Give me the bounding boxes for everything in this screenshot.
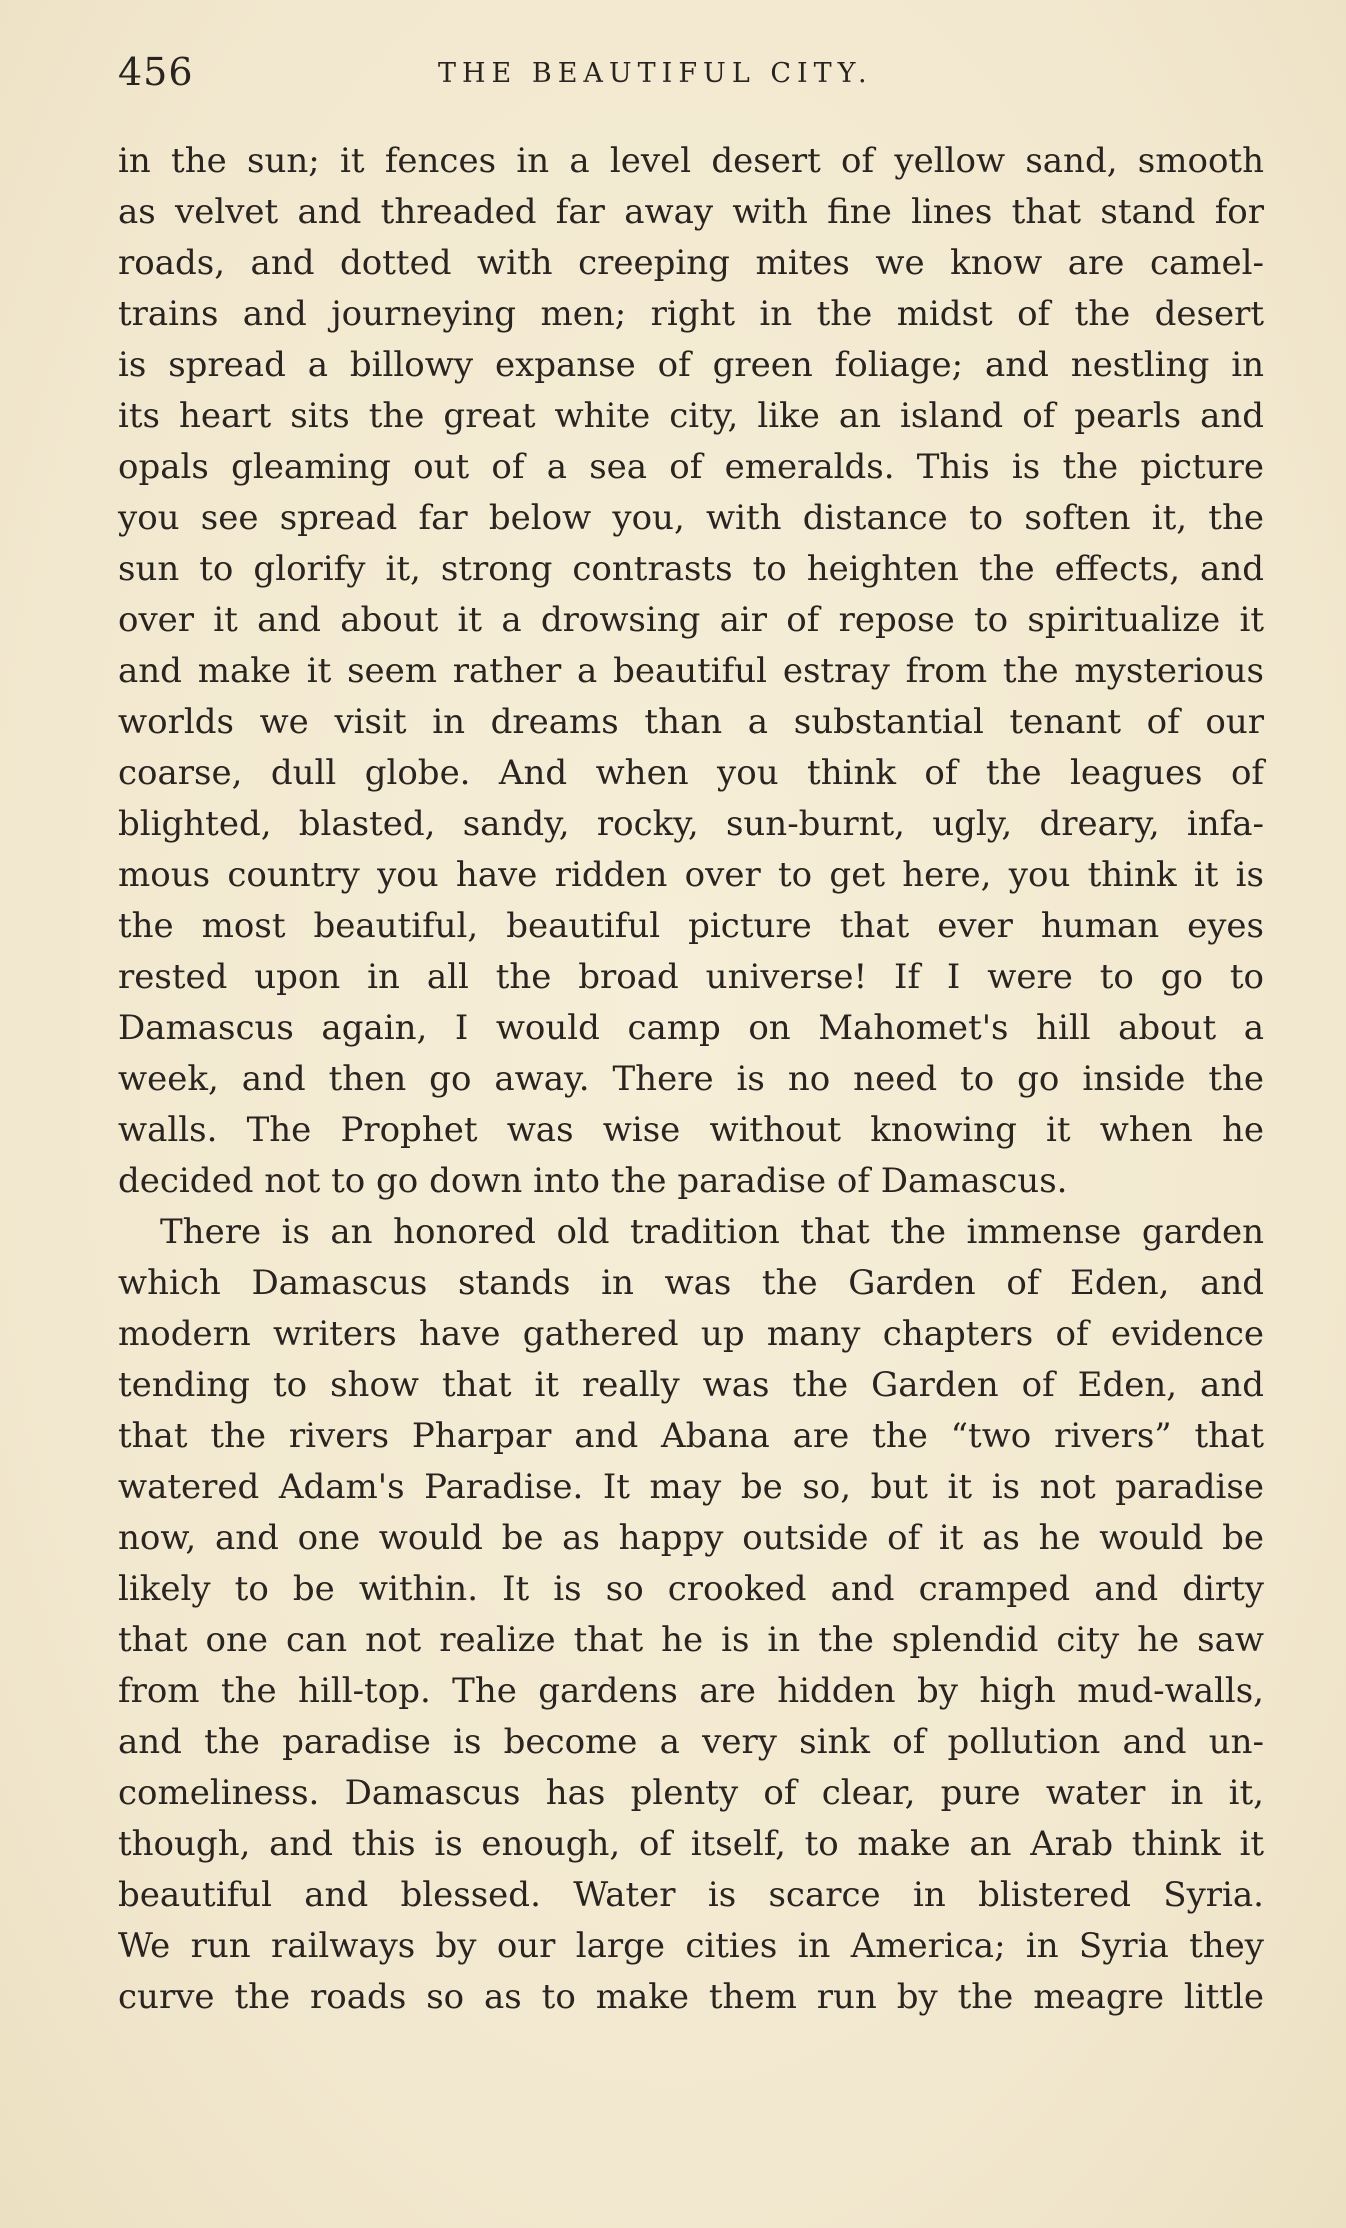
text-line: and make it seem rather a beautiful estray from the mysterious — [118, 651, 1264, 691]
text-line: We run railways by our large cities in America; in Syria they — [118, 1926, 1264, 1966]
text-line: and the paradise is become a very sink of pollution and un- — [118, 1722, 1264, 1762]
running-head — [118, 50, 1268, 110]
text-line: Damascus again, I would camp on Mahomet's hill about a — [118, 1008, 1264, 1048]
text-line: as velvet and threaded far away with fine lines that stand for — [118, 192, 1264, 232]
text-line: that the rivers Pharpar and Abana are the “two rivers” that — [118, 1416, 1264, 1456]
page-number: 456 — [118, 50, 194, 94]
text-line: which Damascus stands in was the Garden of Eden, and — [118, 1263, 1264, 1303]
text-line: tending to show that it really was the Garden of Eden, and — [118, 1365, 1264, 1405]
text-line: trains and journeying men; right in the midst of the desert — [118, 294, 1264, 334]
text-line: now, and one would be as happy outside of it as he would be — [118, 1518, 1264, 1558]
text-line: watered Adam's Paradise. It may be so, but it is not paradise — [118, 1467, 1264, 1507]
text-line: sun to glorify it, strong contrasts to heighten the effects, and — [118, 549, 1264, 589]
text-line: in the sun; it fences in a level desert of yellow sand, smooth — [118, 141, 1264, 181]
text-line: worlds we visit in dreams than a substantial tenant of our — [118, 702, 1264, 742]
text-line: the most beautiful, beautiful picture that ever human eyes — [118, 906, 1264, 946]
text-line: over it and about it a drowsing air of repose to spiritualize it — [118, 600, 1264, 640]
text-line: walls. The Prophet was wise without knowing it when he — [118, 1110, 1264, 1150]
text-line: is spread a billowy expanse of green foliage; and nestling in — [118, 345, 1264, 385]
text-line: blighted, blasted, sandy, rocky, sun-burnt, ugly, dreary, infa- — [118, 804, 1264, 844]
body-text — [118, 136, 1264, 2023]
text-line: likely to be within. It is so crooked and cramped and dirty — [118, 1569, 1264, 1609]
text-line: from the hill-top. The gardens are hidden by high mud-walls, — [118, 1671, 1264, 1711]
text-line: though, and this is enough, of itself, to make an Arab think it — [118, 1824, 1264, 1864]
text-line: comeliness. Damascus has plenty of clear, pure water in it, — [118, 1773, 1264, 1813]
text-line: coarse, dull globe. And when you think of the leagues of — [118, 753, 1264, 793]
text-line: mous country you have ridden over to get here, you think it is — [118, 855, 1264, 895]
running-title: THE BEAUTIFUL CITY. — [438, 58, 873, 89]
text-line: its heart sits the great white city, like an island of pearls and — [118, 396, 1264, 436]
text-line: roads, and dotted with creeping mites we know are camel- — [118, 243, 1264, 283]
text-line: modern writers have gathered up many chapters of evidence — [118, 1314, 1264, 1354]
text-line: week, and then go away. There is no need to go inside the — [118, 1059, 1264, 1099]
text-line: opals gleaming out of a sea of emeralds. This is the picture — [118, 447, 1264, 487]
text-line: curve the roads so as to make them run by the meagre little — [118, 1977, 1264, 2017]
text-line: that one can not realize that he is in the splendid city he saw — [118, 1620, 1264, 1660]
text-line-paragraph-end: decided not to go down into the paradise of Damascus. — [118, 1161, 1068, 1201]
text-line: rested upon in all the broad universe! If I were to go to — [118, 957, 1264, 997]
text-line-paragraph-start: There is an honored old tradition that the immense garden — [160, 1212, 1264, 1252]
text-line: beautiful and blessed. Water is scarce in blistered Syria. — [118, 1875, 1264, 1915]
text-line: you see spread far below you, with distance to soften it, the — [118, 498, 1264, 538]
